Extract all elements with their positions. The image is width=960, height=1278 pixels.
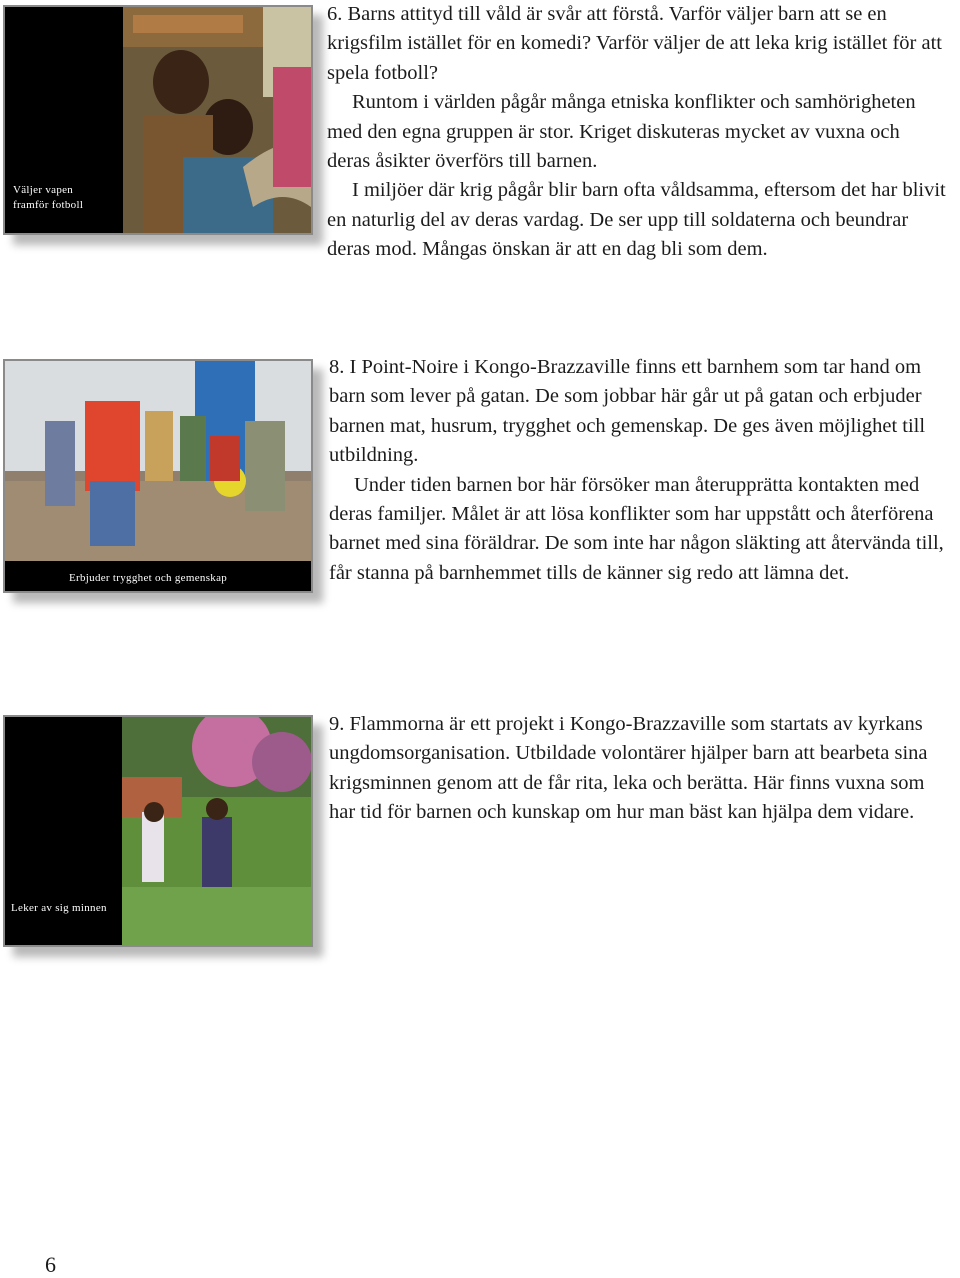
photo-caption: Erbjuder trygghet och gemenskap <box>69 572 228 584</box>
section6-text <box>327 0 947 265</box>
paragraph: Runtom i världen pågår många etniska konflikter och samhörigheten med den egna gruppen är stor. Kriget diskuteras mycket av vuxna och deras åsikter överförs till barnen. <box>327 91 916 173</box>
photo-children-with-weapon <box>123 7 311 233</box>
section8-text <box>329 353 949 588</box>
page-number: 6 <box>45 1252 56 1277</box>
caption-line1: Väljer vapen <box>13 184 74 196</box>
photo-orphanage-children <box>5 361 311 561</box>
photo-card-section8 <box>3 359 313 593</box>
paragraph: 6. Barns attityd till våld är svår att förstå. Varför väljer barn att se en krigsfilm istället för en komedi? Varför väljer de att leka krig istället för att spela fotboll? <box>327 3 942 84</box>
paragraph: Under tiden barnen bor här försöker man återupprätta kontakten med deras familjer. Målet är att lösa konflikter som har uppstått och återförena barnet med sina föräldrar. De som inte har någon släkting att återvända till, får stanna på barnhemmet tills de känner sig redo att lämna det. <box>329 473 944 584</box>
photo-caption <box>13 183 118 213</box>
caption-line2: framför fotboll <box>13 199 84 211</box>
paragraph: 8. I Point-Noire i Kongo-Brazzaville finns ett barnhem som tar hand om barn som lever på gatan. De som jobbar här går ut på gatan och erbjuder barnen mat, husrum, trygghet och gemenskap. De ges även möjlighet till utbildning. <box>329 356 926 467</box>
photo-caption: Leker av sig minnen <box>11 902 107 914</box>
photo-card-section6 <box>3 5 313 235</box>
section9-text <box>329 710 954 828</box>
paragraph: I miljöer där krig pågår blir barn ofta våldsamma, eftersom det har blivit en naturlig del av deras vardag. De ser upp till soldaterna och beundrar deras mod. Mångas önskan är att en dag bli som dem. <box>327 179 946 261</box>
photo-children-playing <box>122 717 311 945</box>
photo-card-section9 <box>3 715 313 947</box>
paragraph: 9. Flammorna är ett projekt i Kongo-Brazzaville som startats av kyrkans ungdomsorganisation. Utbildade volontärer hjälper barn att bearbeta sina krigsminnen genom att de får rita, leka och berätta. Här finns vuxna som har tid för barnen och kunskap om hur man bäst kan hjälpa dem vidare. <box>329 713 928 824</box>
